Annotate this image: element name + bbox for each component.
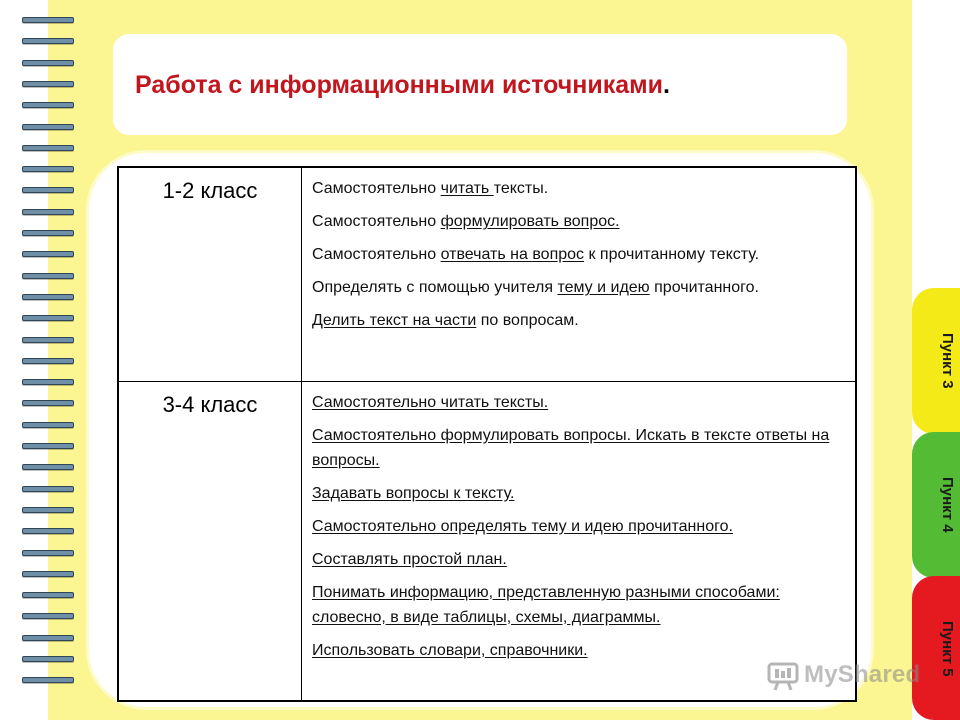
skill-text: тексты. bbox=[493, 180, 549, 197]
tab-label: Пункт 5 bbox=[939, 621, 956, 677]
table-row-grade-3-4 bbox=[118, 381, 856, 701]
skill-text: Составлять простой план. bbox=[312, 550, 507, 568]
binding-ring bbox=[22, 486, 74, 492]
binding-ring bbox=[22, 677, 74, 683]
presentation-icon bbox=[766, 658, 800, 692]
binding-ring bbox=[22, 251, 74, 257]
skills-cell bbox=[302, 381, 857, 701]
skill-item bbox=[312, 390, 845, 415]
binding-ring bbox=[22, 60, 74, 66]
skill-item bbox=[312, 481, 845, 506]
skill-item bbox=[312, 209, 845, 234]
tab-punkt-5[interactable] bbox=[912, 576, 960, 720]
binding-ring bbox=[22, 38, 74, 44]
binding-ring bbox=[22, 592, 74, 598]
skill-text: читать bbox=[440, 180, 494, 197]
binding-ring bbox=[22, 358, 74, 364]
skill-text: Самостоятельно bbox=[312, 213, 441, 230]
binding-ring bbox=[22, 571, 74, 577]
binding-ring bbox=[22, 507, 74, 513]
skill-item bbox=[312, 423, 845, 473]
grade-cell: 3-4 класс bbox=[118, 381, 302, 701]
skill-item bbox=[312, 580, 845, 630]
skill-text: прочитанного. bbox=[649, 279, 759, 296]
binding-ring bbox=[22, 656, 74, 662]
tab-punkt-3[interactable] bbox=[912, 288, 960, 434]
title-period: . bbox=[663, 71, 670, 99]
binding-ring bbox=[22, 635, 74, 641]
skill-text: тему и идею bbox=[557, 279, 650, 296]
spiral-binding bbox=[22, 0, 74, 720]
binding-ring bbox=[22, 315, 74, 321]
binding-ring bbox=[22, 528, 74, 534]
skill-text: отвечать на вопрос bbox=[440, 246, 585, 263]
binding-ring bbox=[22, 443, 74, 449]
binding-ring bbox=[22, 464, 74, 470]
binding-ring bbox=[22, 400, 74, 406]
skill-item bbox=[312, 242, 845, 267]
binding-ring bbox=[22, 230, 74, 236]
skill-text: Использовать словари, справочники. bbox=[312, 641, 588, 659]
watermark bbox=[766, 655, 920, 695]
binding-ring bbox=[22, 124, 74, 130]
skill-item bbox=[312, 275, 845, 300]
binding-ring bbox=[22, 187, 74, 193]
page-title: Работа с информационными источниками. bbox=[135, 71, 670, 99]
binding-ring bbox=[22, 337, 74, 343]
skill-text: Самостоятельно формулировать вопросы. Искать в тексте ответы на вопросы. bbox=[312, 426, 830, 469]
watermark-text: MyShared bbox=[804, 661, 921, 688]
tab-punkt-4[interactable] bbox=[912, 432, 960, 578]
binding-ring bbox=[22, 145, 74, 151]
title-panel bbox=[113, 34, 847, 135]
binding-ring bbox=[22, 273, 74, 279]
binding-ring bbox=[22, 422, 74, 428]
skill-text: Самостоятельно bbox=[312, 180, 441, 197]
skill-text: Самостоятельно определять тему и идею прочитанного. bbox=[312, 517, 733, 535]
skill-item bbox=[312, 514, 845, 539]
skill-text: Самостоятельно читать тексты. bbox=[312, 393, 549, 411]
tab-label: Пункт 4 bbox=[939, 477, 956, 533]
skill-item bbox=[312, 308, 845, 333]
binding-ring bbox=[22, 294, 74, 300]
binding-ring bbox=[22, 550, 74, 556]
skill-text: Понимать информацию, представленную разными способами: словесно, в виде таблицы, схемы, диаграммы. bbox=[312, 583, 780, 626]
table-row-grade-1-2 bbox=[118, 167, 856, 381]
binding-ring bbox=[22, 209, 74, 215]
binding-ring bbox=[22, 166, 74, 172]
skills-table bbox=[117, 166, 857, 702]
skill-text: по вопросам. bbox=[476, 312, 579, 329]
skill-item bbox=[312, 547, 845, 572]
binding-ring bbox=[22, 379, 74, 385]
skill-text: Самостоятельно bbox=[312, 246, 441, 263]
skill-text: формулировать вопрос. bbox=[440, 213, 620, 230]
skill-text: Определять с помощью учителя bbox=[312, 279, 558, 296]
grade-cell: 1-2 класс bbox=[118, 167, 302, 381]
skills-cell bbox=[302, 167, 857, 381]
skill-text: Задавать вопросы к тексту. bbox=[312, 484, 515, 502]
binding-ring bbox=[22, 102, 74, 108]
skill-item bbox=[312, 176, 845, 201]
skill-text: Делить текст на части bbox=[312, 312, 477, 329]
binding-ring bbox=[22, 613, 74, 619]
binding-ring bbox=[22, 81, 74, 87]
binding-ring bbox=[22, 17, 74, 23]
skill-text: к прочитанному тексту. bbox=[584, 246, 760, 263]
tab-label: Пункт 3 bbox=[939, 333, 956, 389]
